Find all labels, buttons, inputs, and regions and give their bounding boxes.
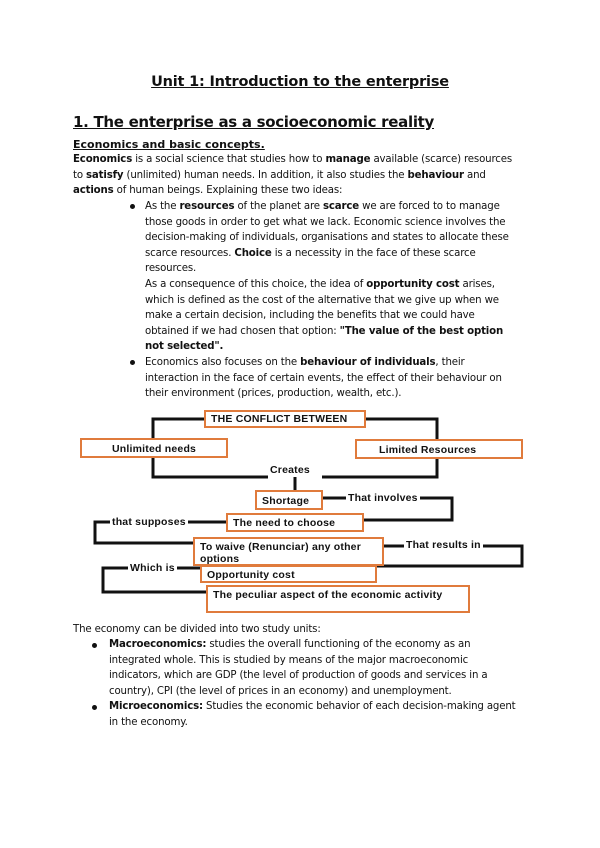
bullet-resources: As the resources of the planet are scarce we are forced to to manage those goods in order to get what we lack. Economic science involves the decision-making of individuals, organisations and states to allocate these scarce resources. Choice is a necessity in the face of these scarce resources. As a consequence of this choice, the idea of opportunity cost arises, which is defined as the cost of the alternative that we give up when we make a certain decision, including the benefits that we could have obtained if we had chosen that option: "The value of the best option not selected". (145, 201, 509, 353)
peculiar-aspect-box: The peculiar aspect of the economic activity (206, 585, 470, 613)
intro-paragraph: Economics is a social science that studies how to manage available (scarce) resources to satisfy (unlimited) human needs. In addition, it also studies the behaviour and actions of human beings. Explaining these two ideas: (73, 154, 513, 197)
shortage-box: Shortage (255, 490, 323, 510)
need-to-choose-box: The need to choose (226, 513, 364, 532)
bullet-point (92, 643, 97, 648)
opportunity-cost-box: Opportunity cost (200, 565, 377, 583)
subsection-heading: Economics and basic concepts. (73, 138, 265, 151)
involves-label: That involves (348, 492, 418, 504)
unlimited-needs-box: Unlimited needs (80, 438, 228, 458)
supposes-label: that supposes (112, 516, 186, 528)
creates-label: Creates (270, 464, 310, 476)
study-units-intro: The economy can be divided into two study units: (73, 624, 321, 635)
waive-box: To waive (Renunciar) any other options (193, 537, 384, 566)
bullet-behaviour: Economics also focuses on the behaviour of individuals, their interaction in the face of certain events, the effect of their behaviour on their environment (prices, production, wealth, etc.). (145, 357, 502, 400)
bullet-point (92, 705, 97, 710)
unit-title: Unit 1: Introduction to the enterprise (151, 74, 449, 90)
limited-resources-box: Limited Resources (355, 439, 523, 459)
bullet-microeconomics: Microeconomics: Studies the economic behavior of each decision-making agent in the economy. (109, 701, 516, 728)
section-heading: 1. The enterprise as a socioeconomic reality (73, 113, 435, 131)
which-is-label: Which is (130, 562, 175, 574)
results-label: That results in (406, 539, 481, 551)
conflict-box: THE CONFLICT BETWEEN (204, 410, 366, 428)
bullet-macroeconomics: Macroeconomics: studies the overall functioning of the economy as an integrated whole. This is studied by means of the major macroeconomic indicators, which are GDP (the level of production of goods and services in a country), CPI (the level of prices in an economy) and unemployment. (109, 639, 488, 697)
